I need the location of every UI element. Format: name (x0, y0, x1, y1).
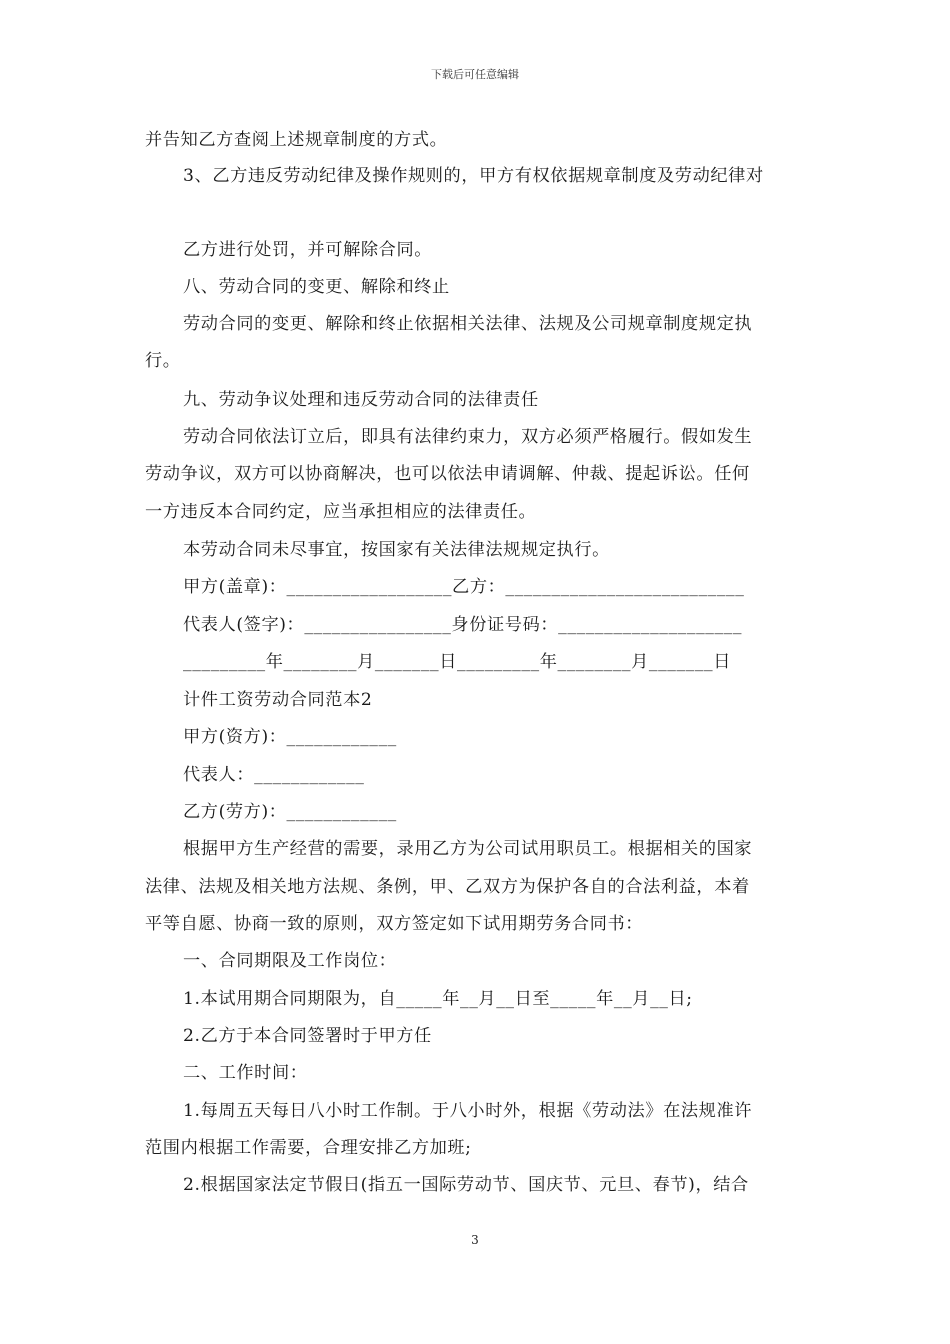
paragraph-line: 行。 (145, 351, 181, 371)
paragraph-line: 平等自愿、协商一致的原则，双方签定如下试用期劳务合同书： (145, 914, 644, 934)
paragraph-line: 劳动争议，双方可以协商解决，也可以依法申请调解、仲裁、提起诉讼。任何 (145, 464, 750, 484)
paragraph-line: 乙方进行处罚，并可解除合同。 (183, 240, 433, 260)
section-heading: 九、劳动争议处理和违反劳动合同的法律责任 (183, 390, 539, 410)
page-number: 3 (471, 1233, 479, 1247)
paragraph-line: 法律、法规及相关地方法规、条例，甲、乙双方为保护各自的合法利益，本着 (145, 877, 750, 897)
signature-line: 代表人(签字)：________________身份证号码：____________________ (183, 615, 743, 635)
paragraph-line: 范围内根据工作需要，合理安排乙方加班; (145, 1138, 472, 1158)
paragraph-line: 并告知乙方查阅上述规章制度的方式。 (145, 130, 448, 150)
document-title: 计件工资劳动合同范本2 (183, 690, 373, 710)
section-heading: 二、工作时间： (183, 1063, 308, 1083)
date-line: _________年________月_______日_________年________月_______日 (183, 652, 732, 672)
paragraph-line: 1.本试用期合同期限为，自_____年__月__日至_____年__月__日; (183, 989, 693, 1009)
page-header: 下载后可任意编辑 (431, 68, 519, 81)
paragraph-line: 3、乙方违反劳动纪律及操作规则的，甲方有权依据规章制度及劳动纪律对 (183, 166, 764, 186)
party-line: 代表人：____________ (183, 765, 365, 785)
party-line: 乙方(劳方)：____________ (183, 802, 397, 822)
party-line: 甲方(资方)：____________ (183, 727, 397, 747)
paragraph-line: 本劳动合同未尽事宜，按国家有关法律法规规定执行。 (183, 540, 610, 560)
paragraph-line: 劳动合同依法订立后，即具有法律约束力，双方必须严格履行。假如发生 (183, 427, 753, 447)
section-heading: 一、合同期限及工作岗位： (183, 951, 397, 971)
paragraph-line: 一方违反本合同约定，应当承担相应的法律责任。 (145, 502, 537, 522)
paragraph-line: 劳动合同的变更、解除和终止依据相关法律、法规及公司规章制度规定执 (183, 314, 753, 334)
section-heading: 八、劳动合同的变更、解除和终止 (183, 277, 450, 297)
paragraph-line: 根据甲方生产经营的需要，录用乙方为公司试用职员工。根据相关的国家 (183, 839, 753, 859)
paragraph-line: 2.根据国家法定节假日(指五一国际劳动节、国庆节、元旦、春节)，结合 (183, 1175, 749, 1195)
signature-line: 甲方(盖章)：__________________乙方：__________________________ (183, 577, 745, 597)
paragraph-line: 1.每周五天每日八小时工作制。于八小时外，根据《劳动法》在法规准许 (183, 1101, 753, 1121)
paragraph-line: 2.乙方于本合同签署时于甲方任 (183, 1026, 432, 1046)
